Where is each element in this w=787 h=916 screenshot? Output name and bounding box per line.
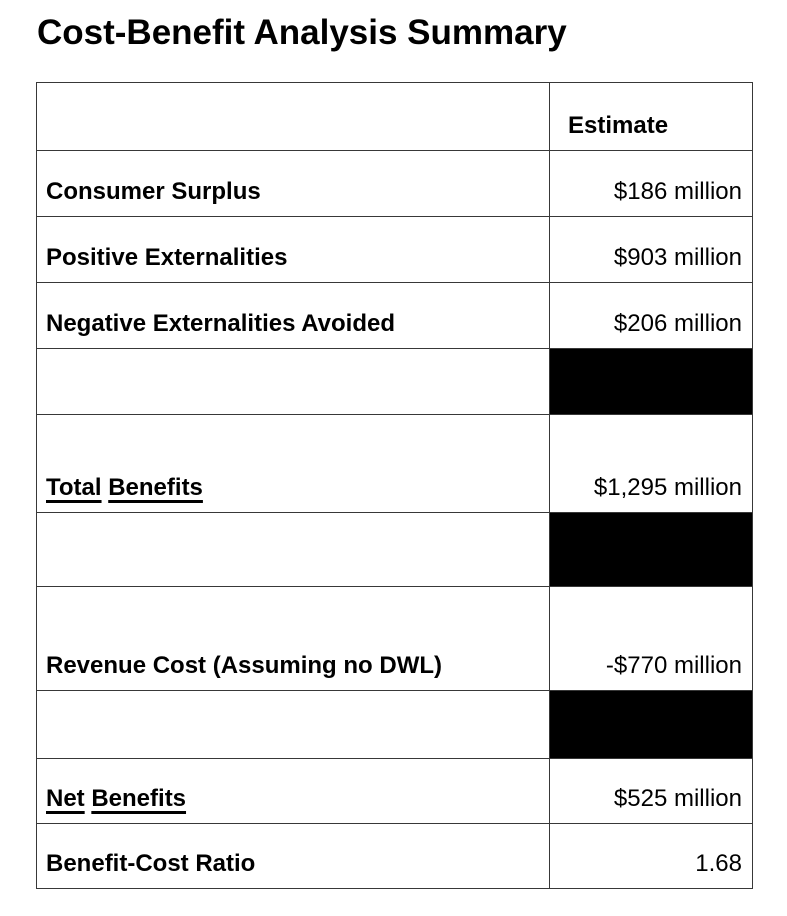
table-row	[37, 586, 753, 690]
row-value-cell: $903 million	[550, 216, 753, 282]
row-label-cell: Consumer Surplus	[37, 150, 550, 216]
row-value-cell: $206 million	[550, 282, 753, 348]
row-value-cell: $525 million	[550, 758, 753, 823]
underlined-word: Benefits	[108, 474, 203, 502]
row-label-cell: Positive Externalities	[37, 216, 550, 282]
table-row	[37, 150, 753, 216]
row-value-cell: $1,295 million	[550, 414, 753, 512]
redacted-row	[37, 690, 753, 758]
row-label-cell: Revenue Cost (Assuming no DWL)	[37, 586, 550, 690]
table-header-row	[37, 82, 753, 150]
row-label-cell	[37, 414, 550, 512]
row-value-cell: -$770 million	[550, 586, 753, 690]
redacted-cell	[550, 690, 753, 758]
row-label-cell: Negative Externalities Avoided	[37, 282, 550, 348]
row-label-cell	[37, 758, 550, 823]
underlined-word: Total	[46, 474, 102, 502]
empty-label-cell	[37, 348, 550, 414]
row-value-cell: $186 million	[550, 150, 753, 216]
table-row	[37, 414, 753, 512]
table-row	[37, 823, 753, 888]
header-estimate-cell: Estimate	[550, 82, 753, 150]
header-blank-cell	[37, 82, 550, 150]
underlined-word: Benefits	[91, 785, 187, 813]
cost-benefit-table	[36, 82, 753, 889]
table-row	[37, 758, 753, 823]
redacted-row	[37, 512, 753, 586]
redacted-cell	[550, 512, 753, 586]
row-value-cell: 1.68	[550, 823, 753, 888]
empty-label-cell	[37, 690, 550, 758]
underlined-word: Net	[46, 785, 85, 813]
table-row	[37, 282, 753, 348]
table-row	[37, 216, 753, 282]
redacted-cell	[550, 348, 753, 414]
empty-label-cell	[37, 512, 550, 586]
redacted-row	[37, 348, 753, 414]
row-label-cell: Benefit-Cost Ratio	[37, 823, 550, 888]
page-title: Cost-Benefit Analysis Summary	[37, 13, 567, 52]
